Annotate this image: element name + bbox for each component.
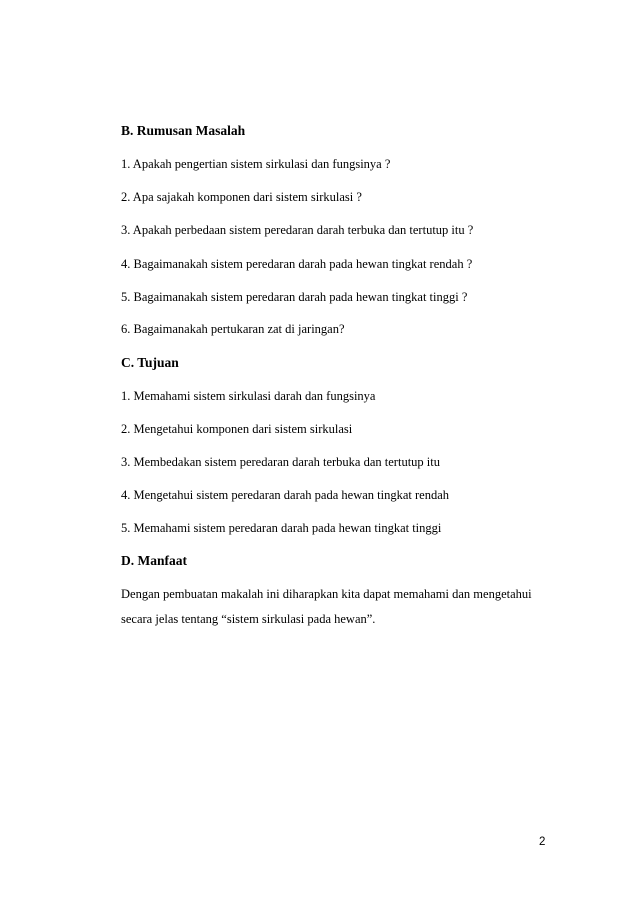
rumusan-item-5: 5. Bagaimanakah sistem peredaran darah pada hewan tingkat tinggi ? [121,290,468,304]
tujuan-item-4: 4. Mengetahui sistem peredaran darah pada hewan tingkat rendah [121,488,449,502]
rumusan-item-6: 6. Bagaimanakah pertukaran zat di jaringan? [121,322,345,336]
manfaat-paragraph-line-1: Dengan pembuatan makalah ini diharapkan kita dapat memahami dan mengetahui [121,587,532,601]
page-number: 2 [539,836,546,848]
tujuan-item-2: 2. Mengetahui komponen dari sistem sirkulasi [121,422,353,436]
tujuan-item-5: 5. Memahami sistem peredaran darah pada hewan tingkat tinggi [121,521,442,535]
tujuan-item-1: 1. Memahami sistem sirkulasi darah dan fungsinya [121,389,376,403]
rumusan-item-3: 3. Apakah perbedaan sistem peredaran darah terbuka dan tertutup itu ? [121,223,474,237]
section-heading-tujuan: C. Tujuan [121,355,179,370]
rumusan-item-4: 4. Bagaimanakah sistem peredaran darah pada hewan tingkat rendah ? [121,257,473,271]
tujuan-item-3: 3. Membedakan sistem peredaran darah terbuka dan tertutup itu [121,455,440,469]
manfaat-paragraph-line-2: secara jelas tentang “sistem sirkulasi pada hewan”. [121,612,376,626]
rumusan-item-2: 2. Apa sajakah komponen dari sistem sirkulasi ? [121,190,362,204]
section-heading-rumusan-masalah: B. Rumusan Masalah [121,123,246,138]
section-heading-manfaat: D. Manfaat [121,553,187,568]
rumusan-item-1: 1. Apakah pengertian sistem sirkulasi dan fungsinya ? [121,157,391,171]
